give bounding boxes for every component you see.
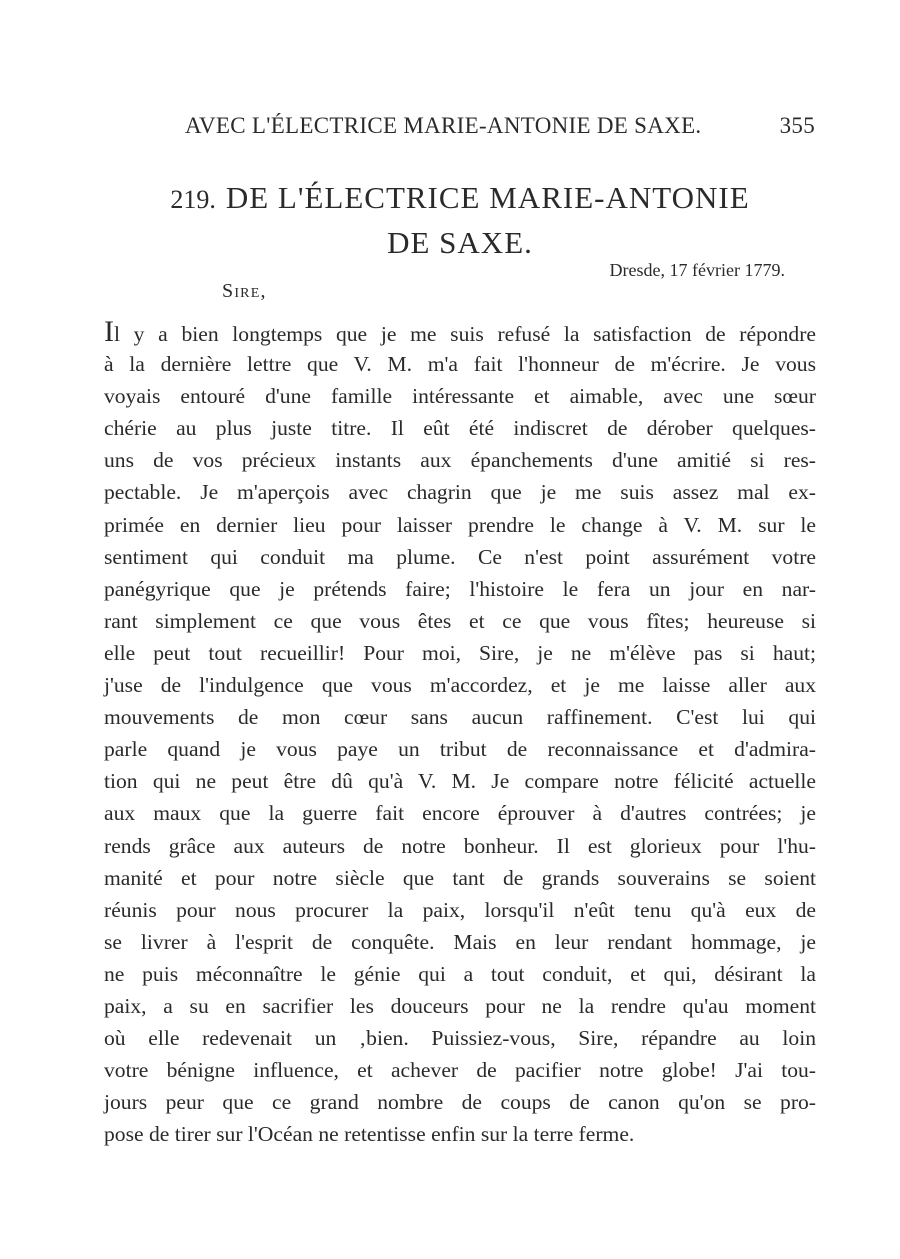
- body-line: [104, 316, 816, 348]
- running-head: [185, 113, 815, 143]
- body-line: [104, 797, 816, 829]
- body-line: [104, 830, 816, 862]
- body-line-text: elle peut tout recueillir! Pour moi, Sire, je ne m'élève pas si haut;: [104, 640, 816, 665]
- body-line-text: ne puis méconnaître le génie qui a tout conduit, et qui, désirant la: [104, 961, 816, 986]
- letter-number: 219.: [170, 185, 216, 214]
- body-line: [104, 476, 816, 508]
- body-line-text: se livrer à l'esprit de conquête. Mais en leur rendant hommage, je: [104, 929, 816, 954]
- body-line-text: aux maux que la guerre fait encore éprouver à d'autres contrées; je: [104, 801, 816, 826]
- body-line-text: primée en dernier lieu pour laisser prendre le change à V. M. sur le: [104, 512, 816, 537]
- body-line: [104, 765, 816, 797]
- body-line: [104, 348, 816, 380]
- body-line: [104, 990, 816, 1022]
- body-line: [104, 509, 816, 541]
- letter-heading: [100, 176, 820, 264]
- page-number: 355: [779, 113, 815, 138]
- body-line: [104, 926, 816, 958]
- body-line: [104, 1086, 816, 1118]
- body-line-text: paix, a su en sacrifier les douceurs pour ne la rendre qu'au moment: [104, 993, 816, 1018]
- body-line-text: pectable. Je m'aperçois avec chagrin que je me suis assez mal ex-: [104, 480, 816, 505]
- body-line: [104, 701, 816, 733]
- body-line: [104, 1022, 816, 1054]
- body-line: [104, 862, 816, 894]
- body-line-text: sentiment qui conduit ma plume. Ce n'est point assurément votre: [104, 544, 816, 569]
- running-head-title: AVEC L'ÉLECTRICE MARIE-ANTONIE DE SAXE.: [185, 113, 702, 138]
- body-line-text: parle quand je vous paye un tribut de reconnaissance et d'admira-: [104, 737, 816, 762]
- body-line-text: où elle redevenait un ‚bien. Puissiez-vous, Sire, répandre au loin: [104, 1026, 816, 1051]
- body-line-text: uns de vos précieux instants aux épanchements d'une amitié si res-: [104, 448, 816, 473]
- body-line: [104, 1118, 816, 1150]
- body-line: [104, 894, 816, 926]
- salutation: Sire,: [222, 280, 267, 302]
- drop-cap: I: [104, 315, 114, 348]
- body-line-text: chérie au plus juste titre. Il eût été indiscret de dérober quelques-: [104, 416, 816, 441]
- body-line: [104, 573, 816, 605]
- body-line-text: mouvements de mon cœur sans aucun raffinement. C'est lui qui: [104, 705, 816, 730]
- body-line-text: à la dernière lettre que V. M. m'a fait l'honneur de m'écrire. Je vous: [104, 352, 816, 377]
- body-line: [104, 380, 816, 412]
- body-line-text: manité et pour notre siècle que tant de grands souverains se soient: [104, 865, 816, 890]
- heading-line-1: [100, 176, 820, 221]
- body-line-text: tion qui ne peut être dû qu'à V. M. Je compare notre félicité actuelle: [104, 769, 816, 794]
- body-line-text: pose de tirer sur l'Océan ne retentisse enfin sur la terre ferme.: [104, 1122, 635, 1147]
- body-line: [104, 1054, 816, 1086]
- body-line: [104, 958, 816, 990]
- body-line-text: rant simplement ce que vous êtes et ce que vous fîtes; heureuse si: [104, 608, 816, 633]
- body-line-text: panégyrique que je prétends faire; l'histoire le fera un jour en nar-: [104, 576, 816, 601]
- body-line-text: jours peur que ce grand nombre de coups de canon qu'on se pro-: [104, 1090, 816, 1115]
- body-line-text: réunis pour nous procurer la paix, lorsqu'il n'eût tenu qu'à eux de: [104, 897, 816, 922]
- body-line-text: votre bénigne influence, et achever de pacifier notre globe! J'ai tou-: [104, 1058, 816, 1083]
- body-line-text: l y a bien longtemps que je me suis refusé la satisfaction de répondre: [114, 322, 816, 346]
- body-line: [104, 541, 816, 573]
- body-line-text: voyais entouré d'une famille intéressante et aimable, avec une sœur: [104, 384, 816, 409]
- letter-body: [104, 316, 816, 1150]
- body-line: [104, 733, 816, 765]
- body-line-text: rends grâce aux auteurs de notre bonheur. Il est glorieux pour l'hu-: [104, 833, 816, 858]
- body-line: [104, 637, 816, 669]
- dateline: Dresde, 17 février 1779.: [609, 260, 785, 280]
- heading-line-2: DE SAXE.: [387, 225, 533, 260]
- body-line-text: j'use de l'indulgence que vous m'accordez, et je me laisse aller aux: [104, 673, 816, 698]
- body-line: [104, 412, 816, 444]
- body-line: [104, 444, 816, 476]
- body-line: [104, 669, 816, 701]
- heading-title-1: DE L'ÉLECTRICE MARIE-ANTONIE: [225, 180, 750, 215]
- body-line: [104, 605, 816, 637]
